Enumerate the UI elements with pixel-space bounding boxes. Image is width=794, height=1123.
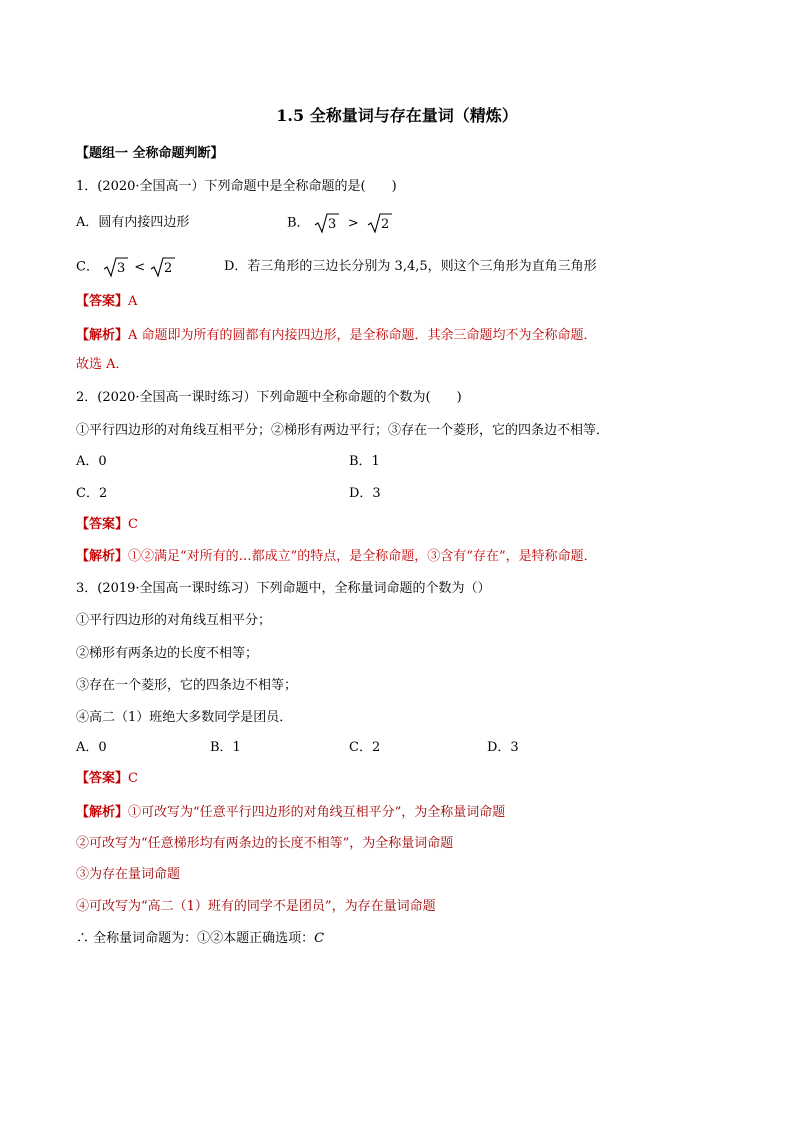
sqrt-three-symbol [103,256,129,278]
page-title: 1.5 全称量词与存在量词（精炼） [276,106,518,125]
sqrt-two-symbol [150,256,176,278]
sqrt-two-symbol [367,212,393,234]
q3-stem: 3．(2019·全国高一课时练习）下列命题中，全称量词命题的个数为（） [76,581,491,596]
q3-answer-value: C [128,771,138,786]
q1-option-c-label: C． [76,259,99,275]
q1-option-b-relation: > [347,215,359,231]
q1-stem: 1．(2020·全国高一）下列命题中是全称命题的是( ) [76,179,397,194]
answer-tag: 【答案】 [76,771,129,786]
q1-option-a: A．圆有内接四边形 [76,215,190,230]
q3-analysis-4: ④可改写为“高二（1）班有的同学不是团员”，为存在量词命题 [76,899,436,914]
q2-option-c: C．2 [76,486,108,501]
q3-conclusion [76,930,324,948]
q3-answer [76,770,138,788]
q3-option-a: A．0 [76,740,107,755]
svg-text:2: 2 [164,261,173,276]
q2-stem: 2．(2020·全国高一课时练习）下列命题中全称命题的个数为( ) [76,390,462,405]
q1-option-c-relation: < [134,259,146,275]
analysis-tag: 【解析】 [76,328,129,343]
q3-conclusion-variable: C [314,931,325,946]
section-heading-group1: 【题组一 全称命题判断】 [76,146,224,161]
q3-option-b: B．1 [210,740,241,755]
q3-conclusion-text: ∴ 全称量词命题为：①②本题正确选项： [76,931,315,946]
q2-analysis-text: ①②满足“对所有的…都成立”的特点，是全称命题，③含有“存在”，是特称命题． [128,549,597,564]
q1-option-b-label: B． [287,215,310,231]
svg-text:3: 3 [117,261,126,276]
sqrt-three-symbol [314,212,340,234]
q2-answer-value: C [128,517,138,532]
q3-analysis-text-1: ①可改写为“任意平行四边形的对角线互相平分”，为全称量词命题 [128,805,506,820]
q3-option-c: C．2 [349,740,381,755]
q2-option-a: A．0 [76,454,107,469]
q1-analysis-text: A 命题即为所有的圆都有内接四边形，是全称命题．其余三命题均不为全称命题． [128,328,597,343]
svg-text:2: 2 [380,217,390,232]
answer-tag: 【答案】 [76,294,129,309]
analysis-tag: 【解析】 [76,805,129,820]
answer-tag: 【答案】 [76,517,129,532]
q1-analysis [76,327,597,345]
q3-item-3: ③存在一个菱形，它的四条边不相等； [76,678,298,693]
q1-option-d: D．若三角形的三边长分别为 3,4,5，则这个三角形为直角三角形 [224,259,597,274]
q2-option-b: B．1 [349,454,380,469]
q2-answer [76,516,138,534]
q3-analysis-1 [76,804,505,822]
q3-item-4: ④高二（1）班绝大多数同学是团员． [76,710,293,725]
svg-text:3: 3 [327,217,336,232]
q2-option-d: D．3 [349,486,381,501]
q2-items: ①平行四边形的对角线互相平分；②梯形有两边平行；③存在一个菱形，它的四条边不相等． [76,423,610,438]
q3-analysis-3: ③为存在量词命题 [76,867,181,882]
analysis-tag: 【解析】 [76,549,129,564]
q3-analysis-2: ②可改写为“任意梯形均有两条边的长度不相等”，为全称量词命题 [76,836,454,851]
q1-answer-value: A [128,294,138,309]
q1-option-c [76,256,176,278]
q3-item-1: ①平行四边形的对角线互相平分； [76,613,272,628]
q2-analysis [76,548,597,566]
q1-option-b [287,212,393,234]
q3-item-2: ②梯形有两条边的长度不相等； [76,646,259,661]
q1-conclusion: 故选 A． [76,357,129,372]
q1-answer [76,293,137,311]
q3-option-d: D．3 [487,740,519,755]
